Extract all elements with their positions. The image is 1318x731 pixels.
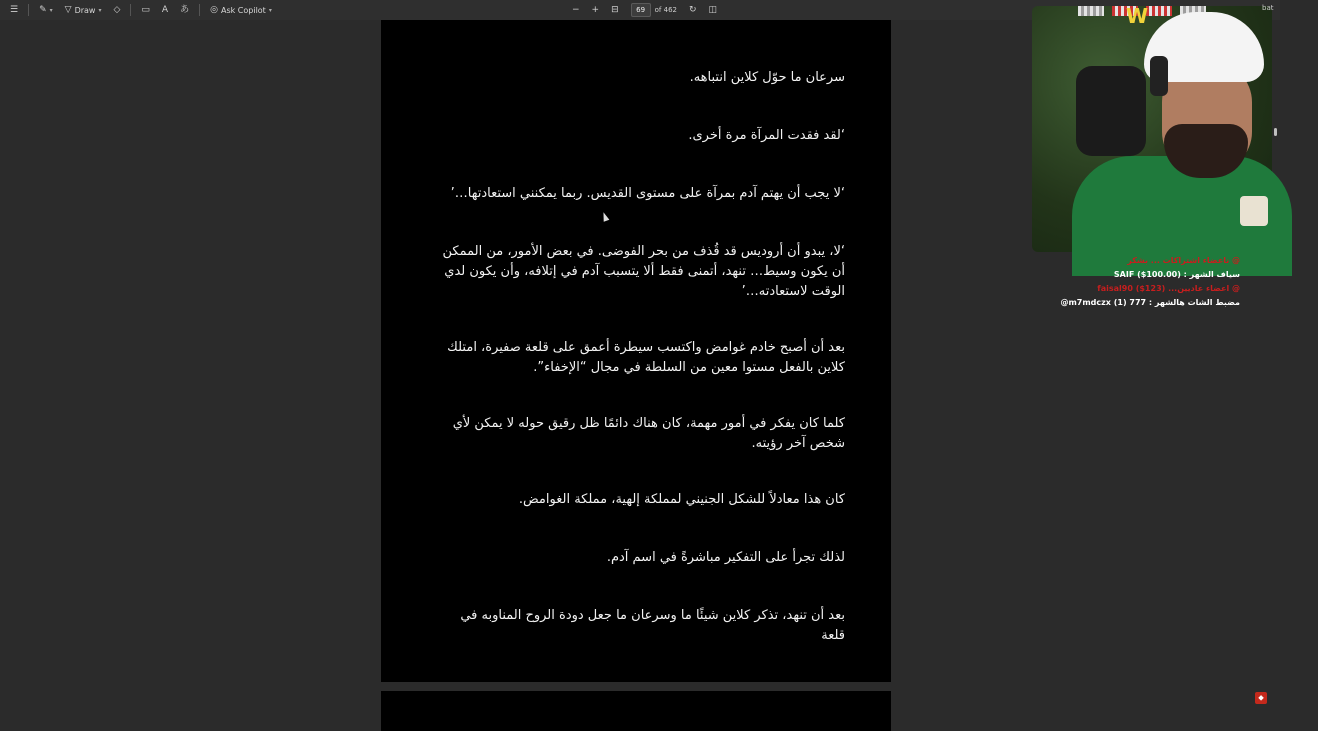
paragraph: بعد أن أصبح خادم غوامض واكتسب سيطرة أعمق على قلعة صفيرة، امتلك كلاين بالفعل مستوا معين من السلطة في مجال “الإخفاء”. (447, 340, 845, 375)
paragraph: ‘لا، يبدو أن أروديس قد قُذف من بحر الفوضى. في بعض الأمور، من الممكن أن يكون وسيط… تنهد، أتمنى فقط ألا يتسبب آدم في إتلافه، وأن يكون لدي الوقت لاستعادته…’ (442, 244, 845, 299)
page-view-button[interactable] (703, 0, 724, 20)
copilot-icon: ◎ (210, 4, 218, 15)
chevron-down-icon: ▾ (49, 6, 53, 14)
draw-label: Draw (74, 5, 96, 15)
stream-alerts (1060, 254, 1240, 310)
paragraph: كلما كان يفكر في أمور مهمة، كان هناك دائمًا ظل رقيق حوله لا يمكن لأي شخص آخر رؤيته. (452, 416, 845, 451)
paragraph: ‘لقد فقدت المرآة مرة أخرى. (688, 128, 845, 143)
toolbar-divider (199, 4, 200, 16)
toolbar-divider (28, 4, 29, 16)
next-document-page (381, 691, 891, 731)
highlight-button[interactable] (33, 0, 59, 20)
toolbar-left-group (0, 0, 278, 20)
paragraph: سرعان ما حوّل كلاين انتباهه. (689, 70, 845, 85)
text-box-icon: ▭ (141, 4, 150, 15)
translate-button[interactable] (174, 0, 195, 20)
chat-line: سياف الشهر : SAIF ($100.00) (1113, 270, 1240, 279)
page-total: of 462 (654, 6, 677, 14)
plus-icon: + (591, 4, 600, 15)
microphone-icon (1076, 66, 1146, 156)
translate-icon: あ (180, 4, 190, 15)
fit-page-button[interactable] (605, 0, 625, 20)
scrollbar-thumb[interactable] (1274, 128, 1277, 136)
contents-button[interactable] (4, 0, 24, 20)
webcam-overlay (1032, 6, 1272, 252)
corner-label: bat (1262, 4, 1274, 12)
headset-icon (1150, 56, 1168, 96)
paragraph: ‘لا يجب أن يهتم آدم بمرآة على مستوى القديس. ربما يمكنني استعادتها…’ (450, 186, 845, 201)
chevron-down-icon: ▾ (268, 6, 272, 14)
toolbar-divider (130, 4, 131, 16)
draw-icon: ▽ (64, 4, 72, 15)
text-box-button[interactable] (135, 0, 156, 20)
fit-page-icon: ⊟ (611, 4, 619, 15)
pdf-app-icon[interactable]: ⬥ (1255, 692, 1267, 704)
bunting-flag (1078, 6, 1104, 16)
ask-copilot-button[interactable] (204, 0, 278, 20)
chat-line: @ ناعضاء اشتراكات ... بشكر (1127, 256, 1240, 265)
rotate-button[interactable] (683, 0, 703, 20)
chevron-down-icon: ▾ (98, 6, 102, 14)
ask-copilot-label: Ask Copilot (220, 5, 266, 15)
bunting-flag (1146, 6, 1172, 16)
page-view-icon: ◫ (708, 4, 718, 15)
zoom-out-button[interactable] (566, 0, 586, 20)
zoom-in-button[interactable] (586, 0, 606, 20)
erase-button[interactable] (107, 0, 126, 20)
read-aloud-button[interactable] (156, 0, 174, 20)
page-number-input[interactable]: 69 (631, 3, 651, 17)
chat-line: مضبط الشات هالشهر : m7mdczx (1) 777@ (1060, 298, 1240, 307)
read-aloud-icon: A (161, 4, 169, 15)
page-controls (566, 0, 723, 20)
highlighter-icon: ✎ (39, 4, 47, 15)
shirt-patch (1240, 196, 1268, 226)
chat-line: @ اعضاء عاديين... faisal90 ($123) (1097, 284, 1240, 293)
channel-logo-icon: W (1126, 4, 1149, 28)
document-page (381, 20, 891, 682)
draw-button[interactable] (59, 0, 108, 20)
rotate-icon: ↻ (688, 4, 697, 15)
minus-icon: − (572, 4, 580, 15)
eraser-icon: ◇ (113, 4, 121, 15)
list-icon: ☰ (10, 4, 19, 15)
paragraph: لذلك تجرأ على التفكير مباشرةً في اسم آدم. (606, 550, 845, 565)
paragraph: كان هذا معادلاً للشكل الجنيني لمملكة إلهية، مملكة الغوامض. (518, 492, 845, 507)
paragraph: بعد أن تنهد، تذكر كلاين شيئًا ما وسرعان ما جعل دودة الروح المناوبه في قلعة (460, 608, 845, 643)
